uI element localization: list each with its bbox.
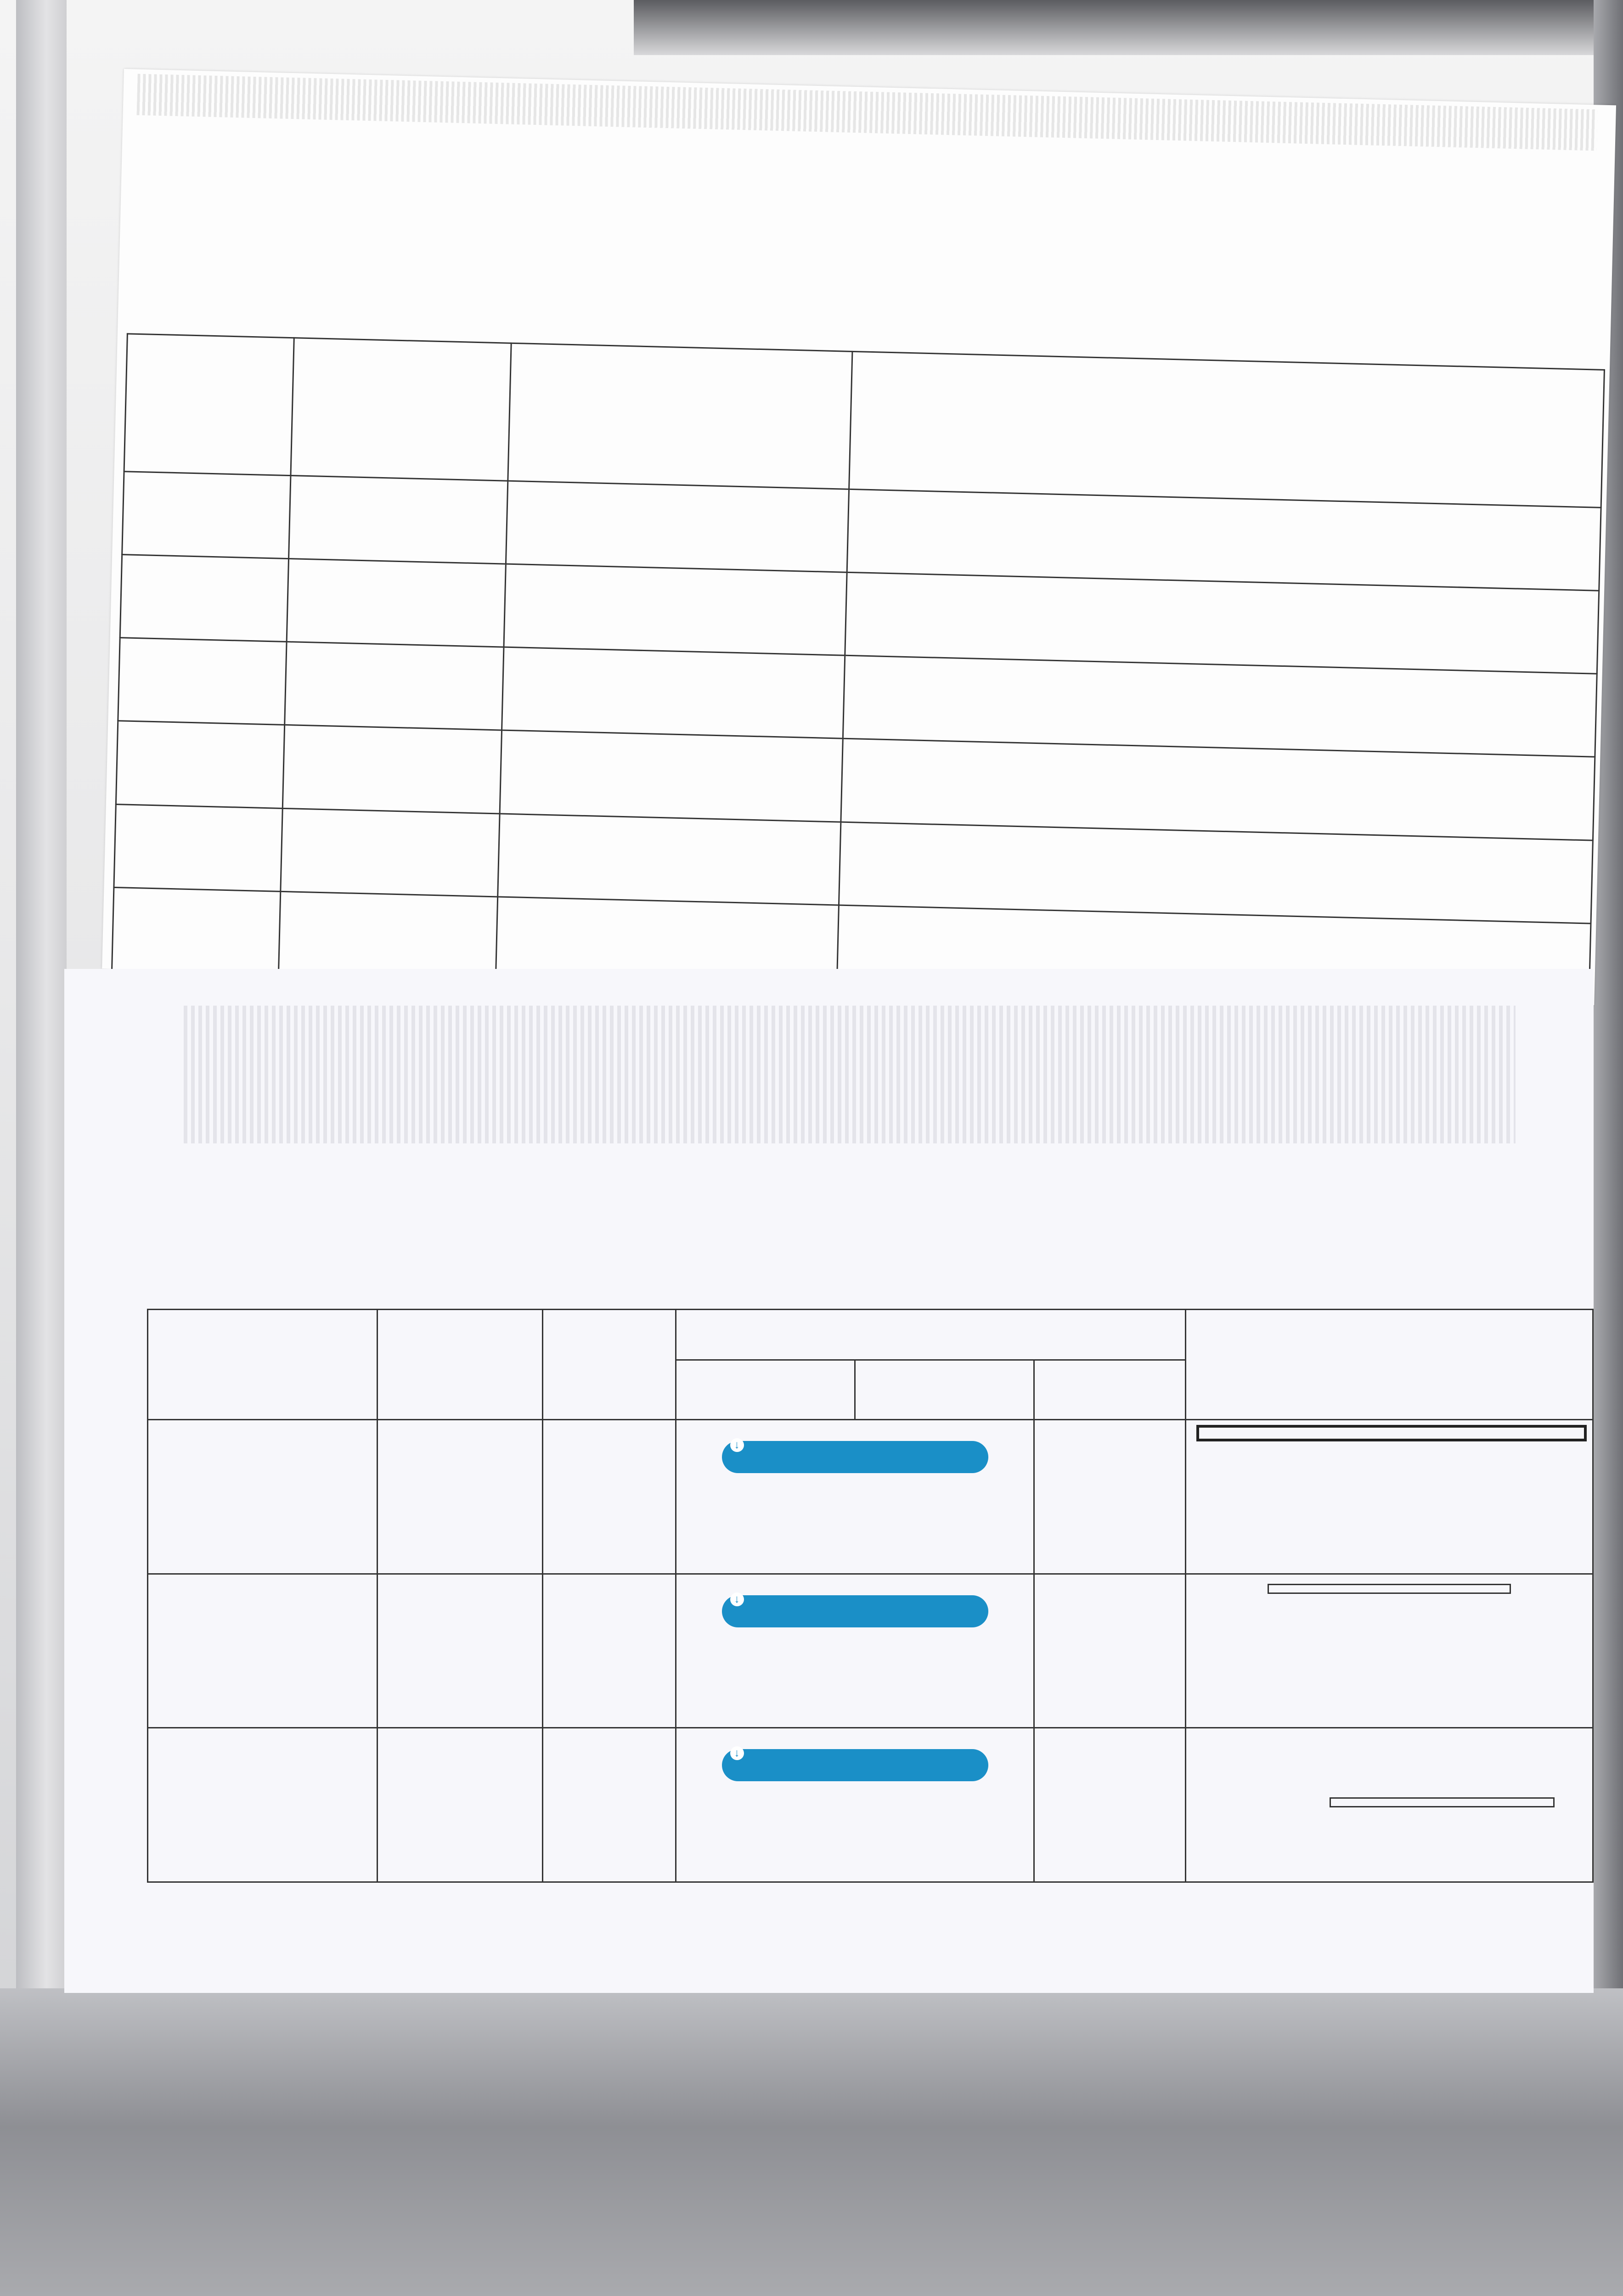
col-vaccine-header	[676, 1310, 1186, 1360]
row1-disease-cell	[1034, 1420, 1186, 1574]
vaccine-label-sticker	[722, 1591, 988, 1660]
col-disease-header	[1034, 1360, 1186, 1420]
row1-country-cell	[543, 1420, 676, 1574]
lot-and-expiry	[759, 1796, 774, 1810]
table-row	[148, 1574, 1593, 1728]
vaccination-table	[147, 1309, 1594, 1883]
lot-and-expiry	[759, 1488, 774, 1502]
col-reason-header	[508, 343, 852, 489]
col-batch-header	[855, 1360, 1034, 1420]
arrow-icon: ↓	[730, 1593, 744, 1606]
sticker-band	[722, 1595, 988, 1627]
sticker-band	[722, 1749, 988, 1781]
row3-country-cell	[543, 1728, 676, 1882]
col-country-header	[543, 1310, 676, 1420]
row2-vaccine-label-cell	[676, 1574, 1034, 1728]
row2-disease-cell	[1034, 1574, 1186, 1728]
row1-practice-cell	[1186, 1420, 1593, 1574]
row3-vaccine-label-cell	[676, 1728, 1034, 1882]
row3-practice-cell	[1186, 1728, 1593, 1882]
practice-stamp	[1196, 1425, 1587, 1441]
practice-stamp	[1330, 1797, 1555, 1807]
table-row	[148, 1420, 1593, 1574]
row1-vaccine-label-cell	[676, 1420, 1034, 1574]
vaccine-label-sticker	[722, 1745, 988, 1813]
col-date-header	[148, 1310, 378, 1420]
col-practice-header	[1186, 1310, 1593, 1420]
table-row	[148, 1728, 1593, 1882]
sticker-band	[722, 1441, 988, 1473]
scanner-left-edge	[16, 0, 67, 1988]
col-verifier-header	[849, 351, 1605, 507]
col-town-header	[291, 338, 511, 481]
row2-practice-cell	[1186, 1574, 1593, 1728]
arrow-icon: ↓	[730, 1746, 744, 1760]
vaccine-label-sticker	[722, 1436, 988, 1505]
col-reason-label-fr	[680, 390, 681, 405]
row3-date-cell	[148, 1728, 378, 1882]
row2-place-cell	[378, 1574, 543, 1728]
section-vi-page	[102, 69, 1616, 1005]
col-place-header	[378, 1310, 543, 1420]
intro-english	[147, 225, 148, 239]
arrow-icon: ↓	[730, 1438, 744, 1452]
scanner-bottom-edge	[0, 1988, 1623, 2296]
scanner-top-edge	[634, 0, 1623, 55]
row3-disease-cell	[1034, 1728, 1186, 1882]
row2-country-cell	[543, 1574, 676, 1728]
col-date-header	[124, 334, 294, 476]
intro-text	[147, 223, 1608, 311]
row1-place-cell	[378, 1420, 543, 1574]
row2-date-cell	[148, 1574, 378, 1728]
practice-stamp	[1268, 1584, 1511, 1594]
col-name-header	[676, 1360, 855, 1420]
row1-date-cell	[148, 1420, 378, 1574]
section-vii-page	[64, 969, 1594, 1993]
identification-check-table	[111, 333, 1605, 1007]
col-reason-label	[681, 355, 682, 371]
row3-place-cell	[378, 1728, 543, 1882]
col-date-label	[210, 344, 211, 359]
section-vii-banner	[184, 1006, 1516, 1143]
lot-and-expiry	[759, 1642, 774, 1656]
